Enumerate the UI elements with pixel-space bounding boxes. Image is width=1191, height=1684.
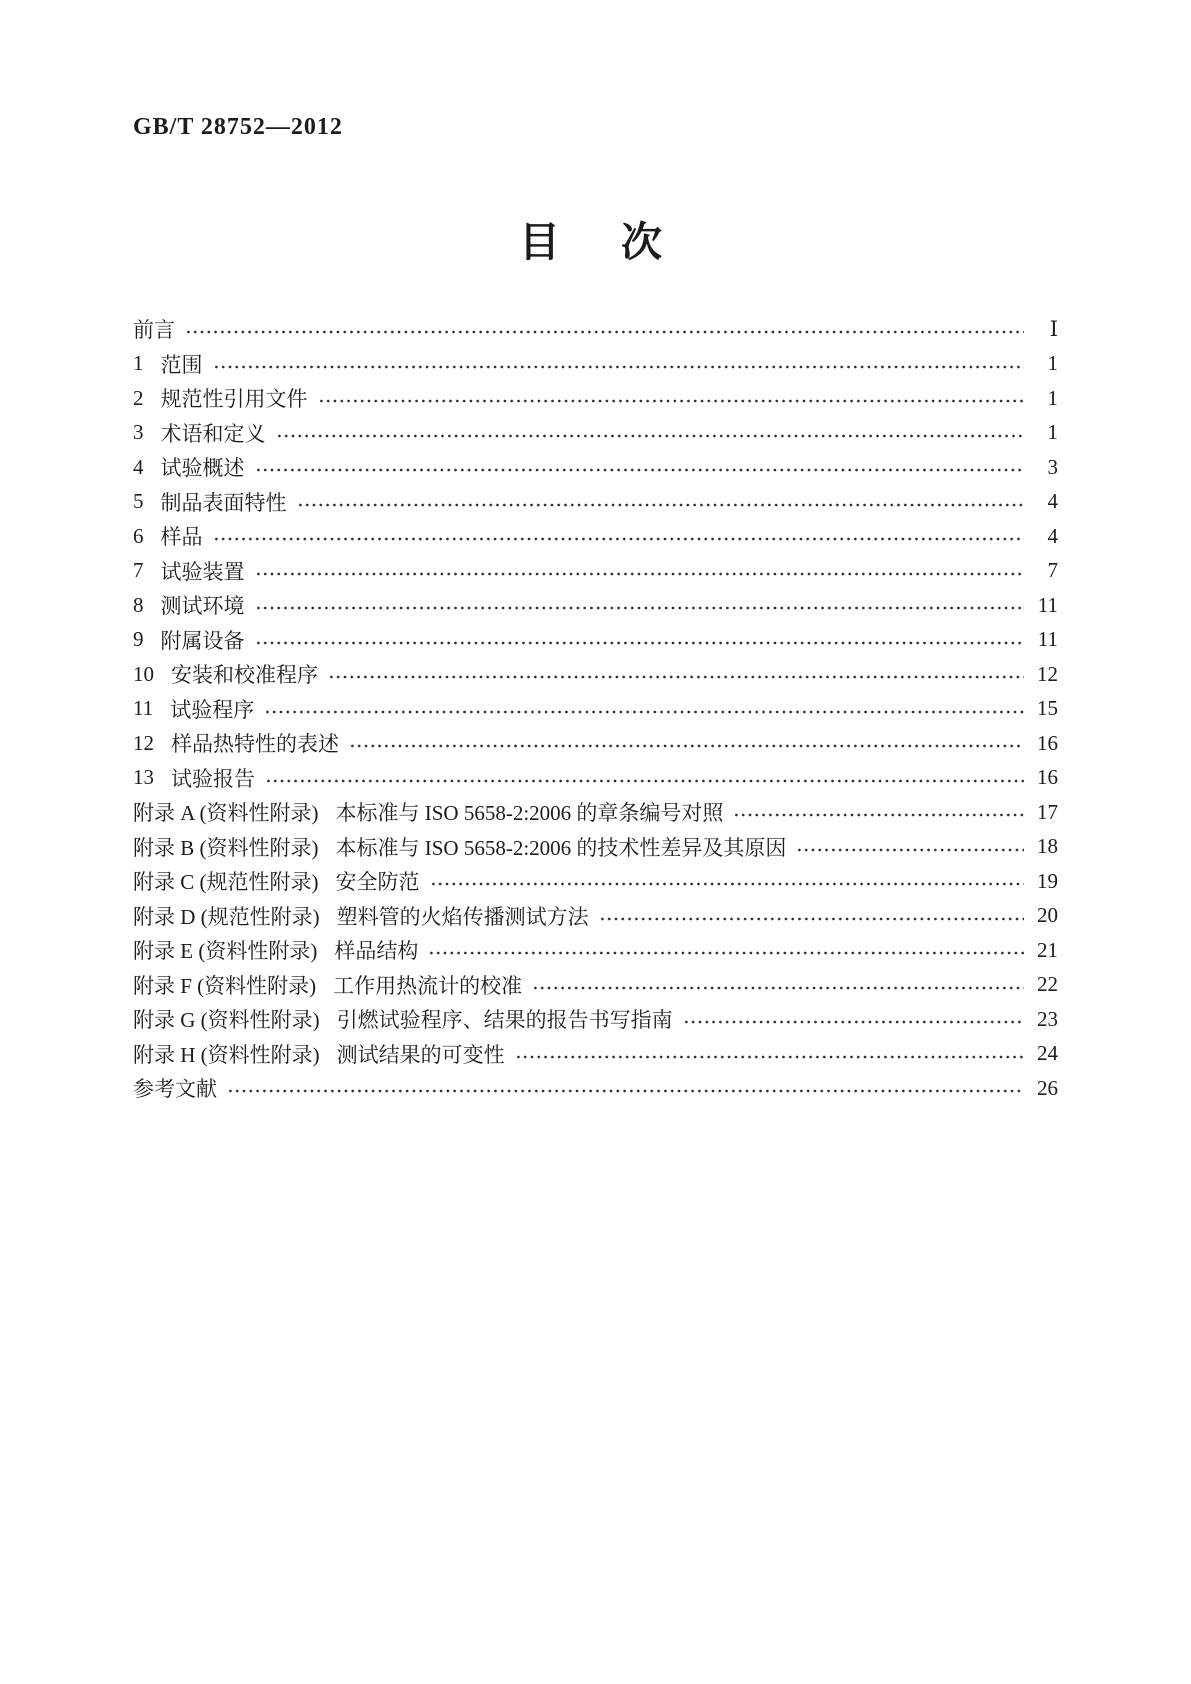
- toc-entry-prefix: 附录 E (资料性附录): [133, 939, 318, 964]
- toc-entry: [133, 864, 1058, 899]
- table-of-contents: [133, 312, 1058, 1106]
- dot-leader: [213, 347, 1025, 382]
- toc-entry: [133, 933, 1058, 968]
- toc-entry-title: 术语和定义: [160, 421, 266, 446]
- toc-entry-page: 26: [1037, 1075, 1058, 1100]
- toc-entry: [133, 899, 1058, 934]
- toc-entry-prefix: 13: [133, 765, 154, 790]
- toc-entry-title: 制品表面特性: [160, 490, 287, 515]
- toc-entry-page: 23: [1037, 1006, 1058, 1031]
- toc-entry: [133, 623, 1058, 658]
- dot-leader: [515, 1037, 1024, 1072]
- dot-leader: [328, 657, 1024, 692]
- toc-entry-prefix: 1: [133, 351, 144, 376]
- toc-entry-title: 塑料管的火焰传播测试方法: [336, 904, 589, 929]
- toc-entry-page: 11: [1037, 592, 1058, 617]
- toc-entry: [133, 485, 1058, 520]
- dot-leader: [276, 416, 1025, 451]
- toc-entry-page: 1: [1047, 385, 1058, 410]
- toc-entry-prefix: 4: [133, 454, 144, 479]
- dot-leader: [213, 519, 1025, 554]
- dot-leader: [255, 554, 1025, 589]
- toc-entry-title: 样品: [160, 525, 203, 550]
- toc-entry-title: 引燃试验程序、结果的报告书写指南: [336, 1008, 673, 1033]
- dot-leader: [428, 933, 1024, 968]
- toc-entry-prefix: 附录 D (规范性附录): [133, 904, 320, 929]
- standard-code: GB/T 28752—2012: [133, 114, 343, 140]
- toc-entry-prefix: 附录 F (资料性附录): [133, 973, 317, 998]
- toc-entry-title: 本标准与 ISO 5658-2:2006 的技术性差异及其原因: [335, 835, 787, 860]
- toc-entry-title: 测试结果的可变性: [336, 1042, 505, 1067]
- toc-entry: [133, 692, 1058, 727]
- dot-leader: [599, 899, 1024, 934]
- toc-entry: [133, 1037, 1058, 1072]
- dot-leader: [297, 485, 1025, 520]
- toc-entry-prefix: 7: [133, 558, 144, 583]
- toc-entry: [133, 1002, 1058, 1037]
- dot-leader: [349, 726, 1024, 761]
- toc-entry-prefix: 11: [133, 696, 154, 721]
- toc-entry-page: Ⅰ: [1049, 316, 1058, 341]
- toc-entry-prefix: 3: [133, 420, 144, 445]
- toc-entry-title: 试验报告: [171, 766, 255, 791]
- toc-entry-page: 16: [1037, 730, 1058, 755]
- toc-entry: [133, 416, 1058, 451]
- dot-leader: [318, 381, 1025, 416]
- toc-entry-title: 试验程序: [170, 697, 255, 722]
- toc-entry-page: 21: [1037, 937, 1058, 962]
- dot-leader: [255, 450, 1025, 485]
- toc-entry-page: 22: [1037, 972, 1058, 997]
- toc-entry-title: 工作用热流计的校准: [333, 973, 523, 998]
- toc-entry-page: 15: [1037, 696, 1058, 721]
- toc-entry-title: 样品结构: [334, 939, 419, 964]
- dot-leader: [733, 795, 1024, 830]
- dot-leader: [683, 1002, 1024, 1037]
- page-title: 目 次: [519, 219, 672, 265]
- toc-entry: [133, 381, 1058, 416]
- dot-leader: [227, 1071, 1024, 1106]
- toc-entry-prefix: 附录 G (资料性附录): [133, 1008, 320, 1033]
- toc-entry: [133, 1071, 1058, 1106]
- toc-entry-page: 11: [1037, 627, 1058, 652]
- toc-entry-prefix: 2: [133, 385, 144, 410]
- toc-entry-page: 7: [1047, 558, 1058, 583]
- toc-entry-prefix: 10: [133, 661, 154, 686]
- toc-entry-title: 范围: [160, 352, 203, 377]
- dot-leader: [532, 968, 1024, 1003]
- toc-entry-prefix: 12: [133, 730, 154, 755]
- toc-entry-title: 安装和校准程序: [171, 663, 318, 688]
- toc-entry-page: 16: [1037, 765, 1058, 790]
- toc-entry-page: 20: [1037, 903, 1058, 928]
- toc-entry-title: 前言: [133, 318, 175, 343]
- dot-leader: [796, 830, 1024, 865]
- toc-entry: [133, 761, 1058, 796]
- toc-entry: [133, 968, 1058, 1003]
- toc-entry-prefix: 9: [133, 627, 144, 652]
- toc-entry: [133, 588, 1058, 623]
- toc-entry-title: 安全防范: [335, 870, 420, 895]
- toc-entry-title: 测试环境: [160, 594, 245, 619]
- toc-entry-prefix: 8: [133, 592, 144, 617]
- toc-entry-prefix: 附录 C (规范性附录): [133, 870, 319, 895]
- dot-leader: [264, 692, 1024, 727]
- toc-entry: [133, 830, 1058, 865]
- toc-entry-title: 附属设备: [160, 628, 245, 653]
- toc-entry: [133, 450, 1058, 485]
- dot-leader: [255, 623, 1025, 658]
- dot-leader: [430, 864, 1025, 899]
- dot-leader: [185, 312, 1024, 347]
- toc-entry: [133, 657, 1058, 692]
- toc-entry-page: 17: [1037, 799, 1058, 824]
- toc-entry: [133, 554, 1058, 589]
- toc-entry-page: 12: [1037, 661, 1058, 686]
- toc-entry: [133, 726, 1058, 761]
- toc-entry-page: 18: [1037, 834, 1058, 859]
- toc-entry-title: 规范性引用文件: [160, 387, 308, 412]
- toc-entry-page: 24: [1037, 1041, 1058, 1066]
- toc-entry-page: 19: [1037, 868, 1058, 893]
- toc-entry-title: 试验概述: [160, 456, 245, 481]
- toc-entry-title: 样品热特性的表述: [171, 732, 339, 757]
- dot-leader: [255, 588, 1025, 623]
- toc-entry-page: 1: [1047, 351, 1058, 376]
- toc-entry: [133, 519, 1058, 554]
- toc-entry: [133, 312, 1058, 347]
- toc-entry-title: 本标准与 ISO 5658-2:2006 的章条编号对照: [335, 801, 724, 826]
- toc-entry-page: 4: [1047, 523, 1058, 548]
- toc-entry-title: 试验装置: [160, 559, 245, 584]
- toc-entry: [133, 347, 1058, 382]
- toc-entry-prefix: 6: [133, 523, 144, 548]
- toc-entry-prefix: 5: [133, 489, 144, 514]
- toc-entry-prefix: 附录 B (资料性附录): [133, 835, 319, 860]
- toc-entry-page: 4: [1047, 489, 1058, 514]
- toc-entry-prefix: 附录 A (资料性附录): [133, 801, 319, 826]
- toc-entry-prefix: 附录 H (资料性附录): [133, 1042, 320, 1067]
- toc-entry-page: 1: [1047, 420, 1058, 445]
- toc-entry: [133, 795, 1058, 830]
- toc-entry-page: 3: [1047, 454, 1058, 479]
- toc-entry-title: 参考文献: [133, 1077, 217, 1102]
- dot-leader: [265, 761, 1024, 796]
